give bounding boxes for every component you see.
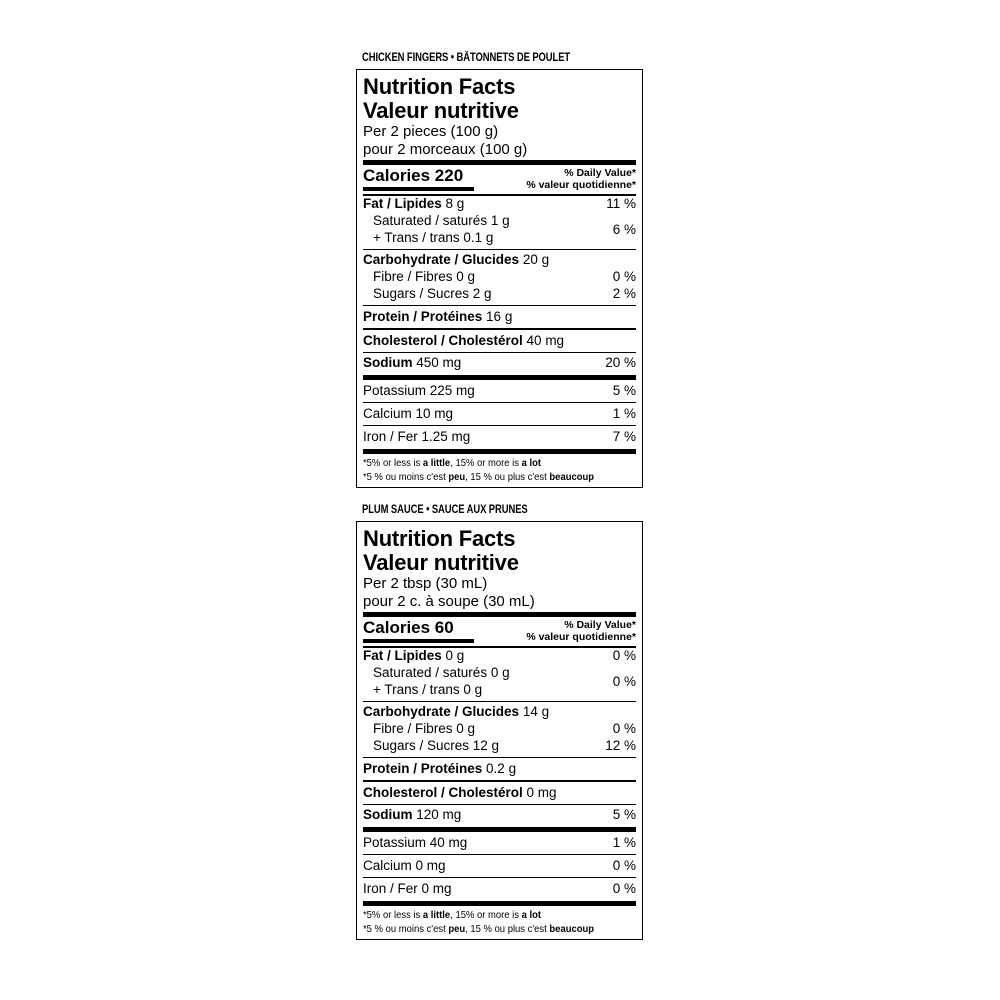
- dv-en: % Daily Value*: [564, 167, 636, 179]
- sodium-label: Sodium: [363, 807, 413, 823]
- divider: [363, 352, 636, 353]
- potassium-pct: 5 %: [612, 383, 636, 399]
- protein-amount: 16 g: [486, 308, 513, 324]
- footnote-en: *5% or less is a little, 15% or more is a lot: [363, 908, 542, 921]
- calcium-label: Calcium 10 mg: [363, 405, 454, 421]
- fat-label: Fat / Lipides: [363, 648, 442, 663]
- title-fr: Valeur nutritive: [363, 550, 519, 575]
- fat-amount: 0 g: [445, 648, 465, 663]
- calories: Calories 220: [363, 166, 464, 185]
- iron-row: [363, 881, 636, 898]
- iron-label: Iron / Fer 0 mg: [363, 880, 452, 896]
- serving-en: Per 2 tbsp (30 mL): [363, 575, 488, 592]
- serving-en: Per 2 pieces (100 g): [363, 123, 499, 140]
- product-name-plum-sauce: PLUM SAUCE • SAUCE AUX PRUNES: [362, 504, 528, 516]
- saturated: Saturated / saturés 0 g: [373, 664, 510, 680]
- fat-pct: 0 %: [612, 648, 636, 663]
- protein-row: [363, 761, 636, 778]
- sugar-label: Sugars / Sucres 2 g: [373, 285, 492, 301]
- sugar-pct: 2 %: [612, 285, 636, 301]
- fat-row: [363, 648, 636, 665]
- divider: [363, 425, 636, 426]
- calories-bar: [363, 639, 474, 643]
- divider: [363, 701, 636, 702]
- trans: + Trans / trans 0 g: [373, 681, 483, 697]
- divider: [363, 877, 636, 878]
- carb-amount: 14 g: [522, 704, 550, 720]
- footnote: [363, 901, 636, 939]
- sodium-label: Sodium: [363, 355, 413, 371]
- product-name-chicken: CHICKEN FINGERS • BÂTONNETS DE POULET: [362, 52, 571, 64]
- calories-row: [363, 165, 636, 189]
- sat-trans-pct: 0 %: [612, 674, 636, 690]
- footnote-en: *5% or less is a little, 15% or more is a lot: [363, 456, 542, 469]
- fibre-row: [363, 269, 636, 286]
- footnote: [363, 449, 636, 487]
- carb-amount: 20 g: [522, 252, 550, 268]
- dv-en: % Daily Value*: [564, 619, 636, 631]
- calcium-row: [363, 858, 636, 875]
- daily-value-header: [526, 165, 636, 191]
- nutrition-panel-chicken: [356, 69, 643, 488]
- calories: Calories 60: [363, 618, 454, 637]
- fibre-pct: 0 %: [612, 269, 636, 285]
- serving-fr: pour 2 morceaux (100 g): [363, 140, 528, 158]
- divider-medium: [363, 328, 636, 330]
- divider: [363, 402, 636, 403]
- calcium-row: [363, 406, 636, 423]
- footnote-fr: *5 % ou moins c'est peu, 15 % ou plus c'est beaucoup: [363, 471, 595, 484]
- calories-bar: [363, 187, 474, 191]
- dv-fr: % valeur quotidienne*: [526, 630, 636, 643]
- potassium-row: [363, 835, 636, 852]
- cholesterol-row: [363, 785, 636, 802]
- footnote-fr: *5 % ou moins c'est peu, 15 % ou plus c'est beaucoup: [363, 923, 595, 936]
- daily-value-header: [526, 617, 636, 643]
- fat-pct: 11 %: [606, 196, 636, 211]
- sodium-amount: 120 mg: [416, 807, 462, 823]
- title-en: Nutrition Facts: [363, 74, 516, 99]
- carb-row: [363, 252, 636, 269]
- divider: [363, 249, 636, 250]
- fat-amount: 8 g: [445, 196, 465, 211]
- fat-label: Fat / Lipides: [363, 196, 442, 211]
- sat-trans-pct: 6 %: [612, 222, 636, 238]
- iron-pct: 7 %: [612, 428, 636, 444]
- title-fr: Valeur nutritive: [363, 98, 519, 123]
- saturated: Saturated / saturés 1 g: [373, 212, 510, 228]
- divider: [363, 757, 636, 758]
- chol-amount: 40 mg: [526, 332, 565, 348]
- sugar-row: [363, 286, 636, 303]
- protein-label: Protein / Protéines: [363, 760, 483, 776]
- sodium-pct: 20 %: [605, 355, 636, 371]
- chol-label: Cholesterol / Cholestérol: [363, 784, 523, 800]
- calcium-pct: 0 %: [612, 857, 636, 873]
- sodium-row: [363, 807, 636, 824]
- sodium-row: [363, 355, 636, 372]
- calories-row: [363, 617, 636, 641]
- nutrition-panel-plum-sauce: [356, 521, 643, 940]
- iron-label: Iron / Fer 1.25 mg: [363, 428, 471, 444]
- fibre-label: Fibre / Fibres 0 g: [373, 269, 476, 285]
- serving-fr: pour 2 c. à soupe (30 mL): [363, 592, 535, 610]
- potassium-row: [363, 383, 636, 400]
- title-en: Nutrition Facts: [363, 526, 516, 551]
- fat-row: [363, 196, 636, 213]
- calcium-label: Calcium 0 mg: [363, 857, 446, 873]
- sat-trans-group: [363, 213, 636, 247]
- sat-trans-group: [363, 665, 636, 699]
- carb-row: [363, 704, 636, 721]
- dv-fr: % valeur quotidienne*: [526, 178, 636, 191]
- divider-thick: [363, 375, 636, 380]
- iron-row: [363, 429, 636, 446]
- protein-label: Protein / Protéines: [363, 308, 483, 324]
- carb-label: Carbohydrate / Glucides: [363, 704, 520, 720]
- sugar-row: [363, 738, 636, 755]
- protein-amount: 0.2 g: [486, 760, 517, 776]
- potassium-label: Potassium 40 mg: [363, 835, 468, 851]
- divider-thick: [363, 827, 636, 832]
- divider: [363, 854, 636, 855]
- iron-pct: 0 %: [612, 880, 636, 896]
- cholesterol-row: [363, 333, 636, 350]
- divider: [363, 804, 636, 805]
- divider-medium: [363, 780, 636, 782]
- fibre-pct: 0 %: [612, 721, 636, 737]
- fibre-label: Fibre / Fibres 0 g: [373, 721, 476, 737]
- sodium-amount: 450 mg: [416, 355, 462, 371]
- carb-label: Carbohydrate / Glucides: [363, 252, 520, 268]
- sodium-pct: 5 %: [612, 807, 636, 823]
- sugar-pct: 12 %: [605, 737, 636, 753]
- calcium-pct: 1 %: [612, 405, 636, 421]
- sugar-label: Sugars / Sucres 12 g: [373, 737, 500, 753]
- protein-row: [363, 309, 636, 326]
- potassium-pct: 1 %: [612, 835, 636, 851]
- fibre-row: [363, 721, 636, 738]
- trans: + Trans / trans 0.1 g: [373, 229, 494, 245]
- chol-amount: 0 mg: [526, 784, 557, 800]
- chol-label: Cholesterol / Cholestérol: [363, 332, 523, 348]
- potassium-label: Potassium 225 mg: [363, 383, 475, 399]
- divider: [363, 305, 636, 306]
